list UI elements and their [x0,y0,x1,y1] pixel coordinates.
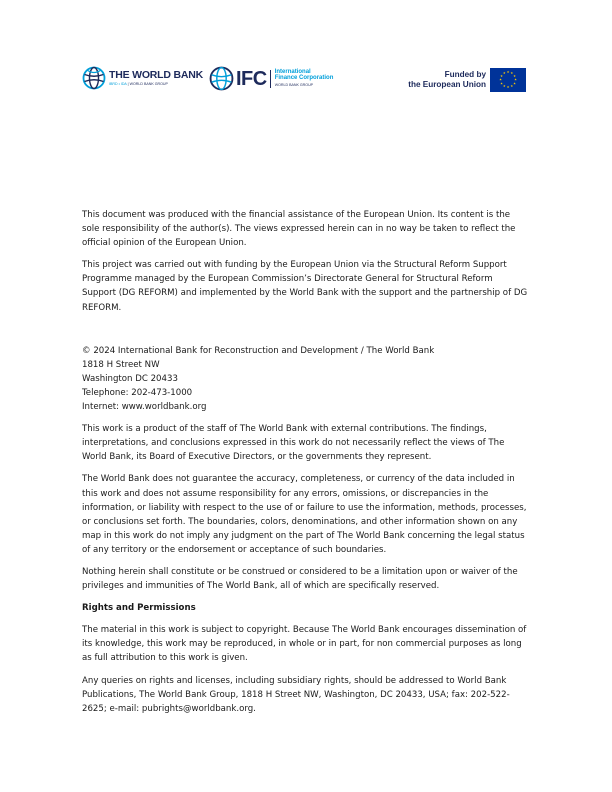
ifc-logo [209,66,333,91]
svg-text:★: ★ [502,71,506,76]
svg-text:★: ★ [500,73,503,78]
eu-flag-icon [490,68,526,92]
svg-text:★: ★ [513,81,516,86]
svg-text:★: ★ [506,70,510,75]
rights-queries-paragraph: Any queries on rights and licenses, including subsidiary rights, should be addressed to World Bank Publications, The World Bank Group, 1818 H Street NW, Washington, DC 20433, USA; fax: 202-522-2625; e-mail: pubrights@worldbank.org. [82,675,510,714]
copyright-paragraph: The material in this work is subject to copyright. Because The World Bank encourages dissemination of its knowledge, this work may be reproduced, in whole or in part, for non commercial purposes as long as full attribution to this work is given. [82,625,527,664]
svg-text:★: ★ [502,84,506,89]
world-bank-globe-icon [82,66,106,90]
no-guarantee-paragraph: The World Bank does not guarantee the accuracy, completeness, or currency of the data included in this work and does not assume responsibility for any errors, omissions, or discrepancies in the information, or liability with respect to the use of or failure to use the information, methods, processes, or conclusions set forth. The boundaries, colors, denominations, and other information shown on any map in this work do not imply any judgment on the part of The World Bank concerning the legal status of any territory or the endorsement or acceptance of such boundaries. [82,474,527,555]
svg-text:★: ★ [510,84,514,89]
world-bank-subtitle: IBRD • IDA | WORLD BANK GROUP [109,81,168,86]
ifc-divider [270,70,271,88]
world-bank-logo [82,66,203,90]
eu-funded-line-1: Funded by [444,70,486,79]
ifc-letters: IFC [236,67,267,90]
eu-funding-logo [408,68,526,92]
eu-funded-line-2: the European Union [408,80,486,89]
svg-text:★: ★ [499,77,502,82]
immunities-paragraph: Nothing herein shall constitute or be construed or considered to be a limitation upon or waiver of the privileges and immunities of The World Bank, all of which are specifically reserved. [82,566,518,592]
copyright-line: © 2024 International Bank for Reconstruction and Development / The World Bank [82,345,435,356]
svg-text:★: ★ [500,81,503,86]
ifc-line-2: Finance Corporation [274,75,334,82]
rights-heading: Rights and Permissions [82,603,196,614]
ifc-globe-icon [209,66,234,91]
address-street: 1818 H Street NW [82,359,160,370]
svg-text:★: ★ [514,77,517,82]
svg-text:★: ★ [510,71,514,76]
logo-bar [82,66,526,94]
ifc-line-1: International [274,69,311,76]
colophon-text [82,208,528,716]
project-funding-paragraph: This project was carried out with funding by the European Union via the Structural Reform Support Programme managed by the European Commission’s Directorate General for Structural Reform Support (DG REFORM) and implemented by the World Bank with the support and the partnership of DG REFORM. [82,260,528,313]
eu-disclaimer-paragraph: This document was produced with the financial assistance of the European Union. Its content is the sole responsibility of the author(s). The views expressed herein can in no way be taken to reflect the official opinion of the European Union. [82,210,516,249]
telephone-line: Telephone: 202-473-1000 [82,387,193,398]
internet-line: Internet: www.worldbank.org [82,402,207,413]
svg-text:★: ★ [513,73,516,78]
ifc-group: WORLD BANK GROUP [274,82,314,87]
svg-text:★: ★ [506,85,510,90]
world-bank-name: THE WORLD BANK [109,68,204,81]
staff-product-paragraph: This work is a product of the staff of The World Bank with external contributions. The findings, interpretations, and conclusions expressed in this work do not necessarily reflect the views of The World Bank, its Board of Executive Directors, or the governments they represent. [82,424,505,463]
address-city: Washington DC 20433 [82,373,178,384]
